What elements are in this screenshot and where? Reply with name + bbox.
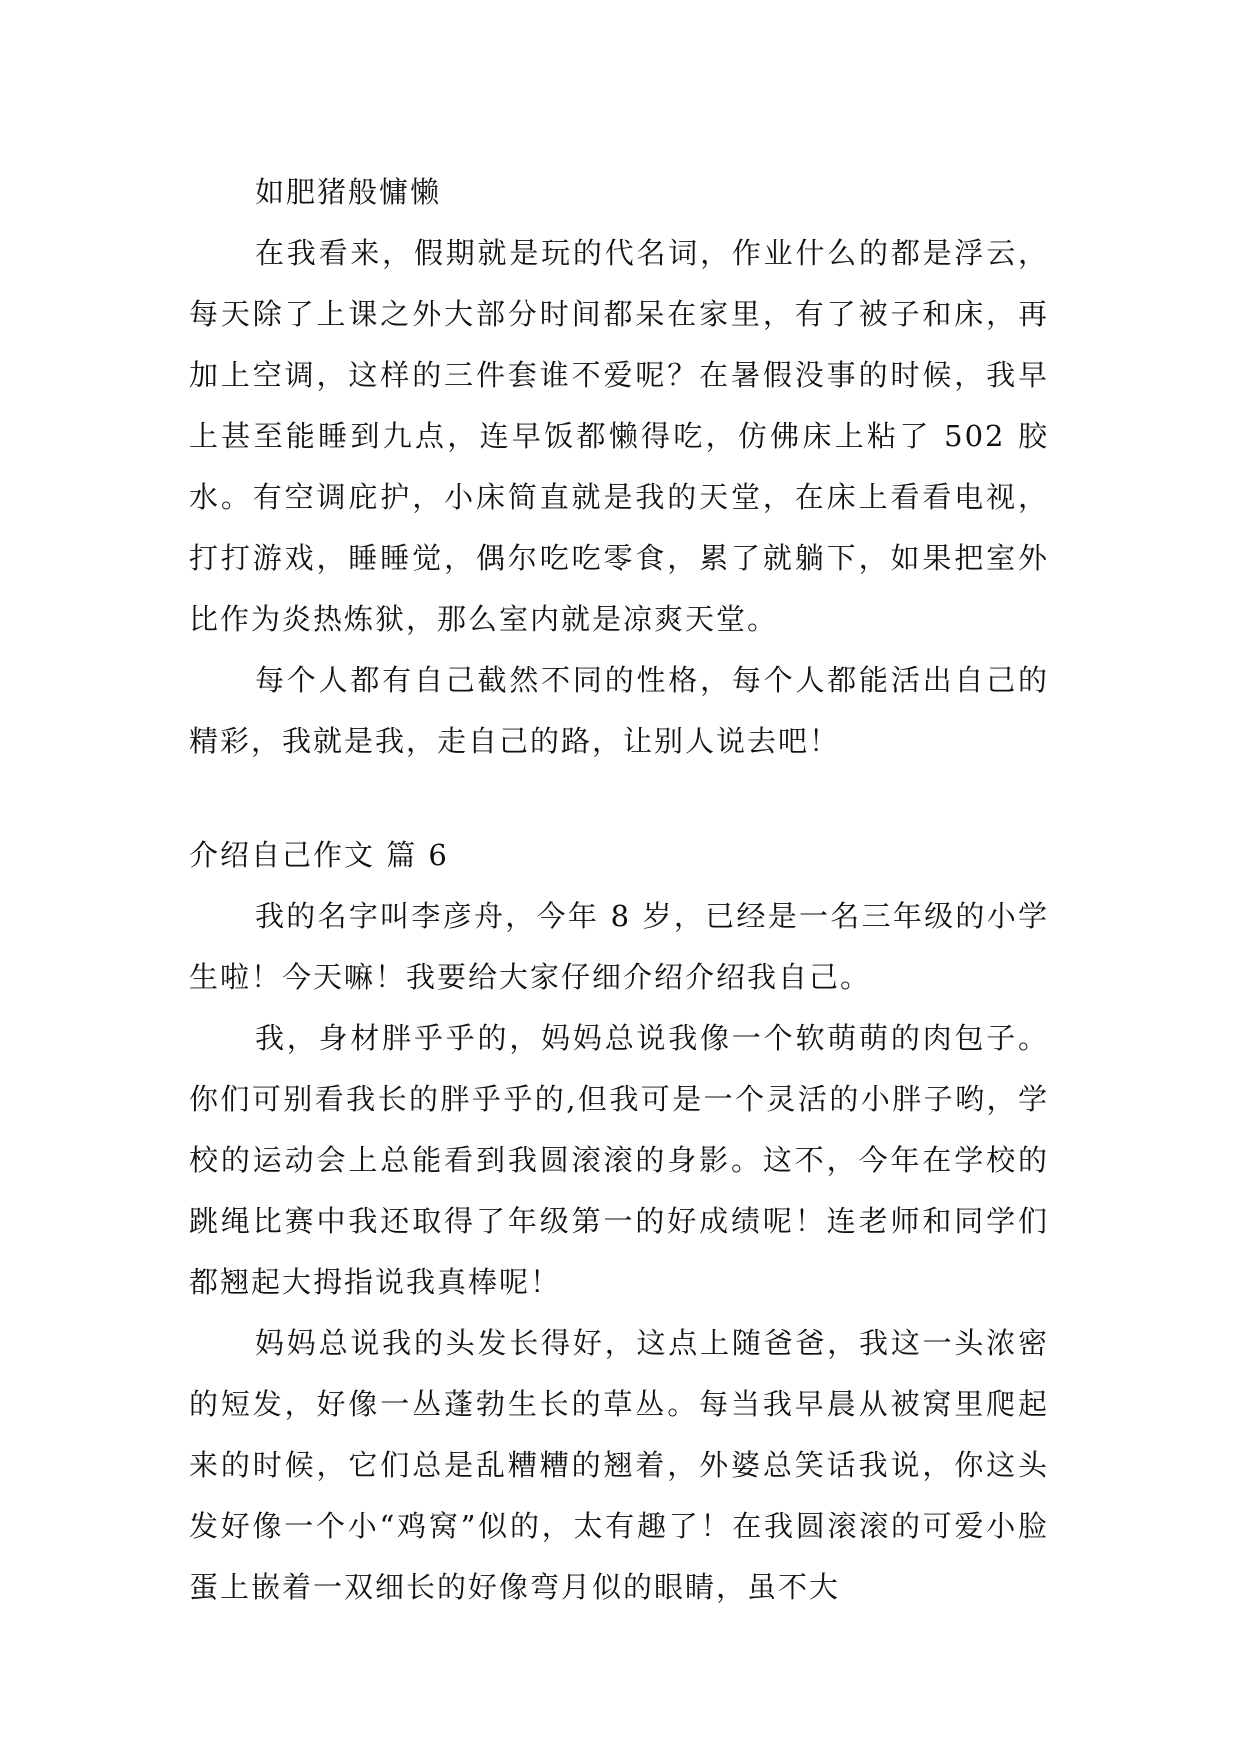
- paragraph-body-shape: 我，身材胖乎乎的，妈妈总说我像一个软萌萌的肉包子。你们可别看我长的胖乎乎的,但我可是一个灵活的小胖子哟，学校的运动会上总能看到我圆滚滚的身影。这不，今年在学校的跳绳比赛中我还取得了年级第一的好成绩呢！连老师和同学们都翘起大拇指说我真棒呢！: [189, 1021, 1049, 1299]
- section-heading: 介绍自己作文 篇 6: [189, 838, 449, 872]
- paragraph-introduction: 我的名字叫李彦舟，今年 8 岁，已经是一名三年级的小学生啦！今天嘛！我要给大家仔细介绍介绍我自己。: [189, 899, 1049, 994]
- paragraph-hair-and-eyes: 妈妈总说我的头发长得好，这点上随爸爸，我这一头浓密的短发，好像一丛蓬勃生长的草丛。每当我早晨从被窝里爬起来的时候，它们总是乱糟糟的翘着，外婆总笑话我说，你这头发好像一个小“鸡窝”似的，太有趣了！在我圆滚滚的可爱小脸蛋上嵌着一双细长的好像弯月似的眼睛，虽不大: [189, 1326, 1049, 1604]
- paragraph-title-line: 如肥猪般慵懒: [255, 175, 442, 209]
- document-body: [189, 162, 1049, 1618]
- section-gap: [189, 772, 1049, 825]
- paragraph-personality: 每个人都有自己截然不同的性格，每个人都能活出自己的精彩，我就是我，走自己的路，让别人说去吧！: [189, 663, 1049, 758]
- paragraph-vacation: 在我看来，假期就是玩的代名词，作业什么的都是浮云，每天除了上课之外大部分时间都呆在家里，有了被子和床，再加上空调，这样的三件套谁不爱呢？在暑假没事的时候，我早上甚至能睡到九点，连早饭都懒得吃，仿佛床上粘了 502 胶水。有空调庇护，小床简直就是我的天堂，在床上看看电视，打打游戏，睡睡觉，偶尔吃吃零食，累了就躺下，如果把室外比作为炎热炼狱，那么室内就是凉爽天堂。: [189, 236, 1049, 636]
